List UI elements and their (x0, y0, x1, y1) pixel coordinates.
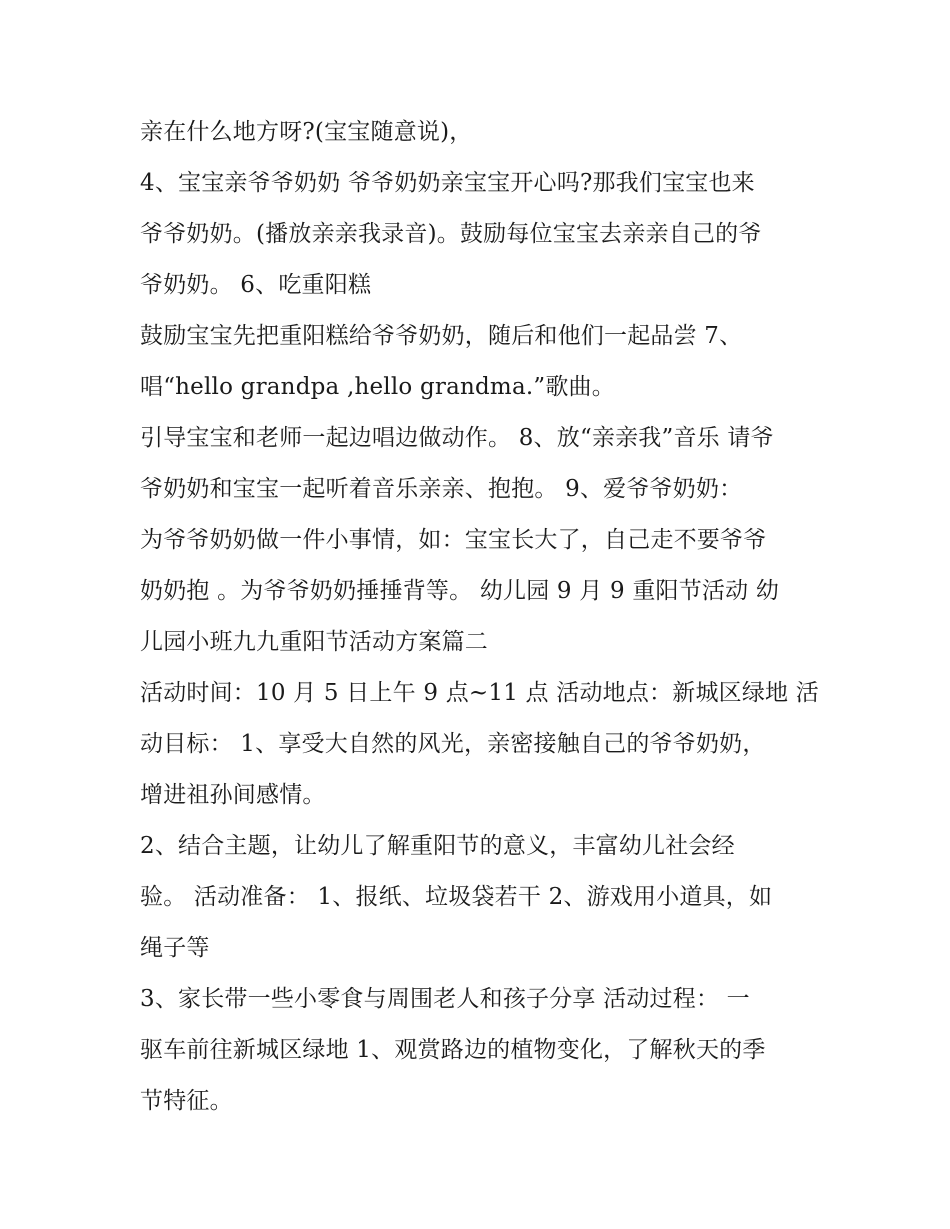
text-line: 验。 活动准备： 1、报纸、垃圾袋若干 2、游戏用小道具，如 (140, 884, 773, 910)
text-line: 鼓励宝宝先把重阳糕给爷爷奶奶，随后和他们一起品尝 7、 (140, 323, 743, 349)
text-line: 节特征。 (140, 1088, 233, 1114)
text-line: 绳子等 (140, 935, 210, 961)
text-line: 增进祖孙间感情。 (140, 782, 326, 808)
text-line: 2、结合主题，让幼儿了解重阳节的意义，丰富幼儿社会经 (140, 833, 735, 859)
text-line: 儿园小班九九重阳节活动方案篇二 (140, 629, 488, 655)
text-line: 动目标： 1、享受大自然的风光，亲密接触自己的爷爷奶奶， (140, 731, 766, 757)
text-line: 爷奶奶。 6、吃重阳糕 (140, 272, 372, 298)
text-line: 为爷爷奶奶做一件小事情，如：宝宝长大了，自己走不要爷爷 (140, 527, 767, 553)
text-line: 活动时间：10 月 5 日上午 9 点~11 点 活动地点：新城区绿地 活 (140, 680, 819, 706)
text-line: 驱车前往新城区绿地 1、观赏路边的植物变化，了解秋天的季 (140, 1037, 766, 1063)
text-line: 引导宝宝和老师一起边唱边做动作。 8、放“亲亲我”音乐 请爷 (140, 425, 774, 451)
text-line: 爷爷奶奶。(播放亲亲我录音)。鼓励每位宝宝去亲亲自己的爷 (140, 221, 762, 247)
text-line: 爷奶奶和宝宝一起听着音乐亲亲、抱抱。 9、爱爷爷奶奶： (140, 476, 743, 502)
text-line: 3、家长带一些小零食与周围老人和孩子分享 活动过程： 一 (140, 986, 750, 1012)
text-line: 奶奶抱 。为爷爷奶奶捶捶背等。 幼儿园 9 月 9 重阳节活动 幼 (140, 578, 780, 604)
text-line: 唱“hello grandpa ,hello grandma.”歌曲。 (140, 374, 615, 400)
text-line: 4、宝宝亲爷爷奶奶 爷爷奶奶亲宝宝开心吗?那我们宝宝也来 (140, 170, 755, 196)
text-line: 亲在什么地方呀?(宝宝随意说)， (140, 119, 473, 145)
document-body (140, 107, 820, 1127)
